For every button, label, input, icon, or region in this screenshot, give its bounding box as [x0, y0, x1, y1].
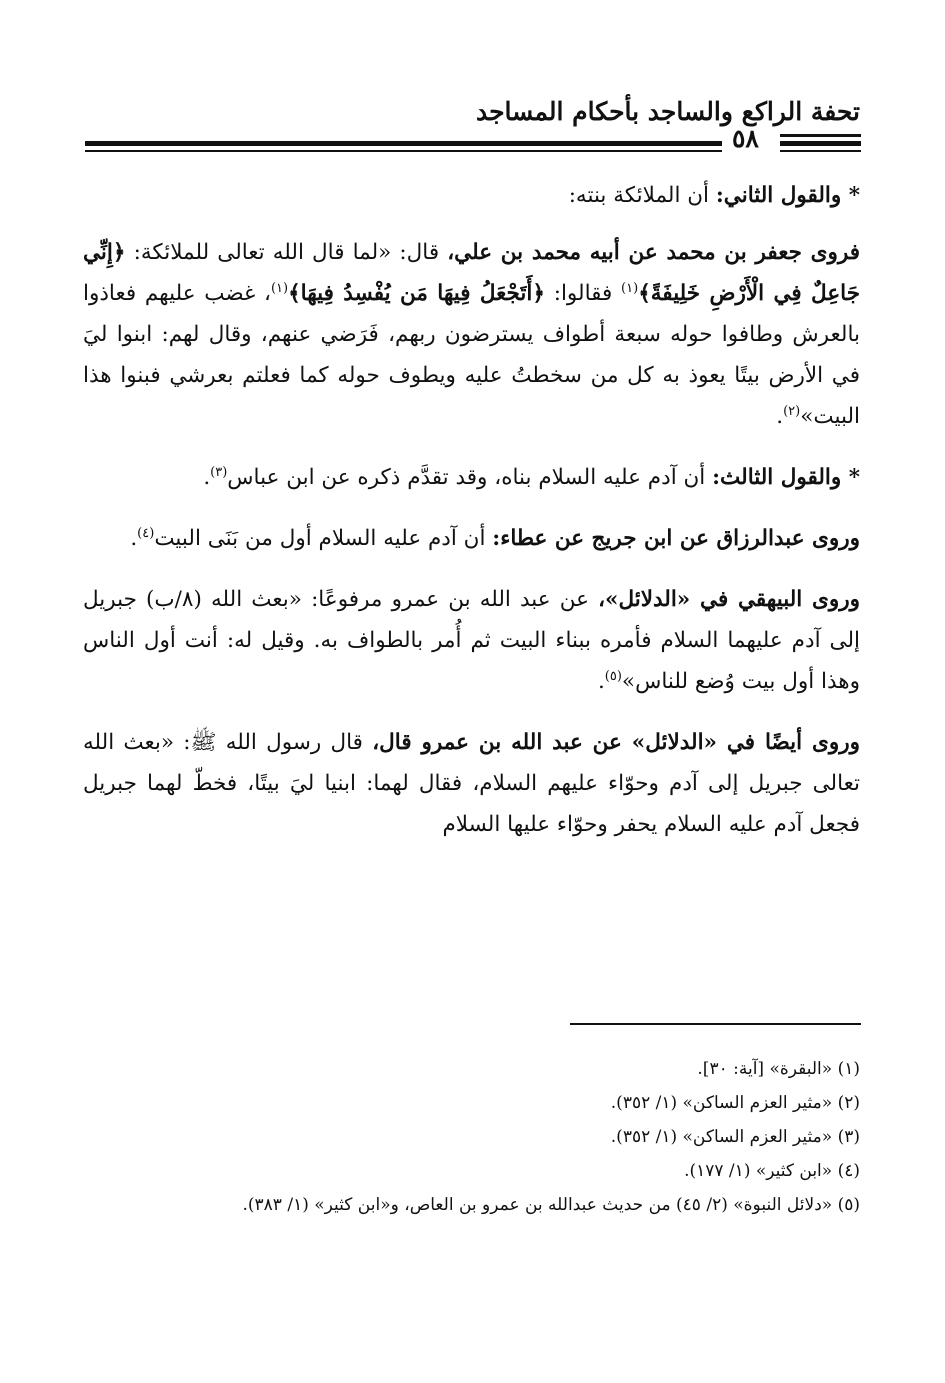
footnote-3: (٣) «مثير العزم الساكن» (١/ ٣٥٢).	[610, 1127, 860, 1147]
quran-verse: ﴿إِنِّي جَاعِلٌ فِي الْأَرْضِ خَلِيفَةً﴾	[83, 240, 861, 306]
footnote-5: (٥) «دلائل النبوة» (٢/ ٤٥) من حديث عبدالله بن عمرو بن العاص، و«ابن كثير» (١/ ٣٨٣).	[242, 1195, 860, 1215]
narrator-chain: وروى أيضًا في «الدلائل» عن عبد الله بن عمرو قال،	[372, 730, 860, 755]
narrator-chain: فروى جعفر بن محمد عن أبيه محمد بن علي،	[447, 240, 860, 265]
paragraph-bayhaqi-second-narration	[83, 722, 860, 845]
paragraph-abdulrazzaq-narration	[83, 518, 860, 559]
paragraph-end: .	[776, 404, 784, 429]
paragraph-text: ، غضب عليهم فعاذوا بالعرش وطافوا حوله سبعة أطواف يسترضون ربهم، فَرَضي عنهم، وقال لهم: ابنوا ليَ في الأرض بيتًا يعوذ به كل من سخطتُ عليه ويطوف حوله كما فعلتم بعرشي فبنوا هذا البيت»	[83, 281, 860, 429]
running-title: تحفة الراكع والساجد بأحكام المساجد	[475, 97, 860, 126]
paragraph-text: فقالوا:	[544, 281, 622, 306]
paragraph-end: .	[203, 465, 211, 490]
footnote-2: (٢) «مثير العزم الساكن» (١/ ٣٥٢).	[610, 1093, 860, 1113]
footnote-marker[interactable]: (٥)	[604, 668, 622, 684]
footnote-separator	[570, 1023, 861, 1025]
footnote-marker[interactable]: (١)	[270, 280, 289, 296]
page-number-rule-middle	[780, 141, 861, 146]
footnote-marker[interactable]: (٣)	[210, 464, 228, 480]
paragraph-bayhaqi-narration	[83, 579, 860, 702]
footnote-4: (٤) «ابن كثير» (١/ ١٧٧).	[684, 1161, 860, 1181]
header-rule-thick	[85, 141, 722, 146]
paragraph-text: قال رسول الله ﷺ: «بعث الله تعالى جبريل إلى آدم وحوّاء عليهم السلام، فقال لهما: ابنيا ليَ بيتًا، فخطّ لهما جبريل فجعل آدم عليه السلام يحفر وحوّاء عليها السلام	[83, 730, 860, 837]
paragraph-end: .	[597, 669, 605, 694]
header-rule-thin	[85, 150, 722, 152]
quran-verse: ﴿أَتَجْعَلُ فِيهَا مَن يُفْسِدُ فِيهَا﴾	[288, 281, 545, 306]
paragraph-heading: * والقول الثالث:	[712, 465, 860, 490]
paragraph-jafar-narration	[83, 232, 860, 437]
page-number: ٥٨	[732, 124, 759, 153]
page-number-rule-top	[780, 134, 861, 137]
footnote-1: (١) «البقرة» [آية: ٣٠].	[697, 1059, 860, 1079]
paragraph-text: قال: «لما قال الله تعالى للملائكة:	[125, 240, 448, 265]
paragraph-text: أن آدم عليه السلام بناه، وقد تقدَّم ذكره عن ابن عباس	[227, 465, 713, 490]
paragraph-heading: * والقول الثاني:	[715, 183, 860, 208]
footnote-marker[interactable]: (١)	[621, 280, 639, 296]
paragraph-text: عن عبد الله بن عمرو مرفوعًا: «بعث الله (٨/ب) جبريل إلى آدم عليهما السلام فأمره ببناء البيت ثم أُمر بالطواف به. وقيل له: أنت أول الناس وهذا أول بيت وُضع للناس»	[83, 587, 860, 694]
paragraph-end: .	[130, 526, 138, 551]
footnote-marker[interactable]: (٢)	[783, 403, 801, 419]
paragraph-second-opinion	[83, 175, 860, 216]
narrator-chain: وروى البيهقي في «الدلائل»،	[598, 587, 860, 612]
paragraph-third-opinion	[83, 457, 860, 498]
page-number-rule-bottom	[780, 150, 861, 152]
narrator-chain: وروى عبدالرزاق عن ابن جريج عن عطاء:	[492, 526, 860, 551]
footnote-marker[interactable]: (٤)	[137, 525, 155, 541]
paragraph-text: أن الملائكة بنته:	[568, 183, 716, 208]
main-text	[83, 175, 860, 865]
paragraph-text: أن آدم عليه السلام أول من بَنَى البيت	[154, 526, 493, 551]
footnotes	[83, 1052, 860, 1222]
